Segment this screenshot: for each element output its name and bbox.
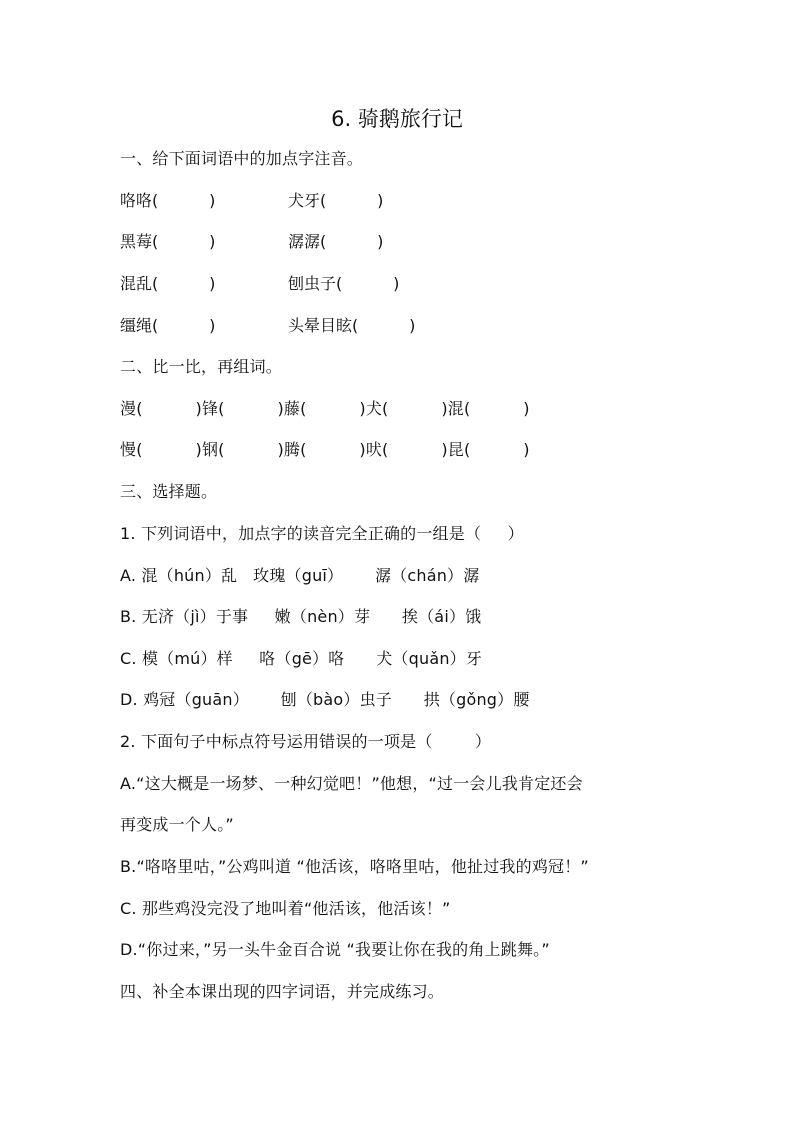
pinyin-blank-item: 缰绳( ) xyxy=(120,316,216,335)
section3-heading: 三、选择题。 xyxy=(120,482,218,501)
page-title: 6. 骑鹅旅行记 xyxy=(331,107,463,131)
q1-option-a: A. 混（hún）乱 玫瑰（guī） 潺（chán）潺 xyxy=(120,566,480,585)
pinyin-blank-item: 咯咯( ) xyxy=(120,191,216,210)
pinyin-blank-item: 混乱( ) xyxy=(120,274,216,293)
compare-row: 慢( )钢( )腾( )吠( )昆( ) xyxy=(120,440,530,459)
q1-option-c: C. 模（mú）样 咯（gē）咯 犬（quǎn）牙 xyxy=(120,649,483,668)
q2-option-a: A.“这大概是一场梦、一种幻觉吧！”他想，“过一会儿我肯定还会 xyxy=(120,774,583,793)
section1-heading: 一、给下面词语中的加点字注音。 xyxy=(120,149,364,168)
q2-option-d: D.“你过来，”另一头牛金百合说 “我要让你在我的角上跳舞。” xyxy=(120,940,550,959)
section4-heading: 四、补全本课出现的四字词语，并完成练习。 xyxy=(120,982,445,1001)
pinyin-blank-item: 刨虫子( ) xyxy=(288,274,400,293)
pinyin-blank-item: 犬牙( ) xyxy=(288,191,384,210)
section2-heading: 二、比一比，再组词。 xyxy=(120,357,283,376)
q2-option-b: B.“咯咯里咕，”公鸡叫道 “他活该，咯咯里咕，他扯过我的鸡冠！” xyxy=(120,857,589,876)
q1-option-b: B. 无济（jì）于事 嫩（nèn）芽 挨（ái）饿 xyxy=(120,607,482,626)
pinyin-blank-item: 黑莓( ) xyxy=(120,232,216,251)
q2-option-c: C. 那些鸡没完没了地叫着“他活该，他活该！” xyxy=(120,899,451,918)
question-2-stem: 2. 下面句子中标点符号运用错误的一项是（ ） xyxy=(120,732,492,751)
q2-option-a-continued: 再变成一个人。” xyxy=(120,815,234,834)
q1-option-d: D. 鸡冠（guān） 刨（bào）虫子 拱（gǒng）腰 xyxy=(120,690,530,709)
pinyin-blank-item: 头晕目眩( ) xyxy=(288,316,416,335)
question-1-stem: 1. 下列词语中，加点字的读音完全正确的一组是（ ） xyxy=(120,524,524,543)
pinyin-blank-item: 潺潺( ) xyxy=(288,232,384,251)
compare-row: 漫( )锋( )藤( )犬( )混( ) xyxy=(120,399,530,418)
